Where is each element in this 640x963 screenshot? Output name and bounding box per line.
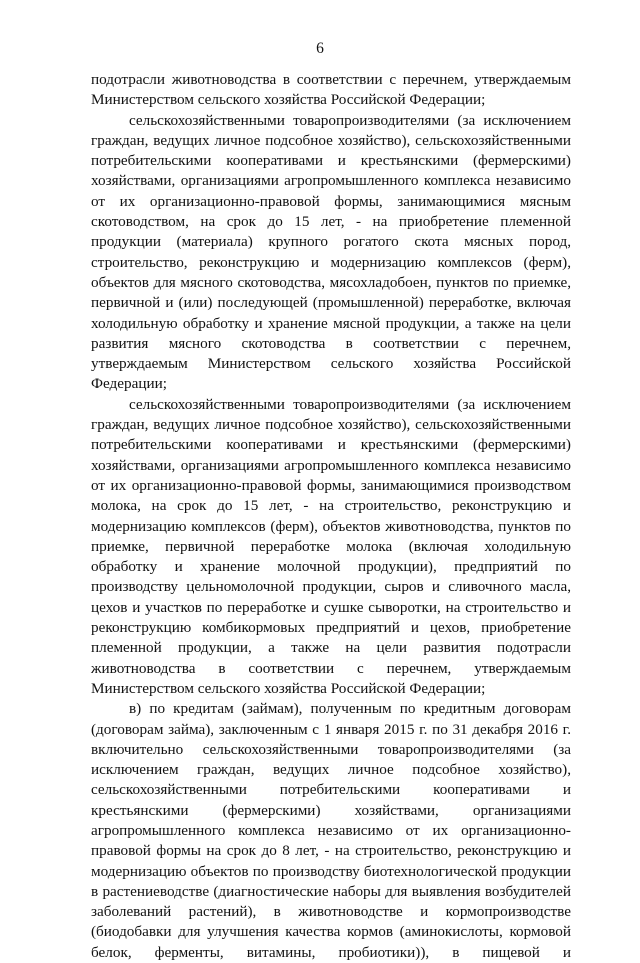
paragraph-dairy: сельскохозяйственными товаропроизводителями (за исключением граждан, ведущих личное подсобное хозяйство), сельскохозяйственными потребительскими кооперативами и крестьянскими (фермерскими) хозяйствами, организациями агропромышленного комплекса независимо от их организационно-правовой формы, занимающимися производством молока, на срок до 15 лет, - на строительство, реконструкцию и модернизацию комплексов (ферм), объектов животноводства, пунктов по приемке, первичной переработке молока (включая холодильную обработку и хранение молочной продукции), предприятий по производству цельномолочной продукции, сыров и сливочного масла, цехов и участков по переработке и сушке сыворотки, на строительство и реконструкцию комбикормовых предприятий и цехов, приобретение племенной продукции, а также на цели развития подотрасли животноводства в соответствии с перечнем, утверждаемым Министерством сельского хозяйства Российской Федерации; [91,395,571,697]
paragraph-continuation: подотрасли животноводства в соответствии с перечнем, утверждаемым Министерством сельского хозяйства Российской Федерации; [91,71,571,109]
paragraph-meat-cattle: сельскохозяйственными товаропроизводителями (за исключением граждан, ведущих личное подсобное хозяйство), сельскохозяйственными потребительскими кооперативами и крестьянскими (фермерскими) хозяйствами, организациями агропромышленного комплекса независимо от их организационно-правовой формы, занимающимися мясным скотоводством, на срок до 15 лет, - на приобретение племенной продукции (материала) крупного рогатого скота мясных пород, строительство, реконструкцию и модернизацию комплексов (ферм), объектов для мясного скотоводства, мясохладобоен, пунктов по приемке, первичной и (или) последующей (промышленной) переработке, включая холодильную обработку и хранение мясной продукции, а также на цели развития мясного скотоводства в соответствии с перечнем, утверждаемым Министерством сельского хозяйства Российской Федерации; [91,111,571,393]
document-body [91,70,571,963]
paragraph-item-v: в) по кредитам (займам), полученным по кредитным договорам (договорам займа), заключенным с 1 января 2015 г. по 31 декабря 2016 г. включительно сельскохозяйственными товаропроизводителями (за исключением граждан, ведущих личное подсобное хозяйство), сельскохозяйственными потребительскими кооперативами и крестьянскими (фермерскими) хозяйствами, организациями агропромышленного комплекса независимо от их организационно-правовой формы на срок до 8 лет, - на строительство, реконструкцию и модернизацию объектов по производству биотехнологической продукции в растениеводстве (диагностические наборы для выявления возбудителей заболеваний растений), в животноводстве и кормопроизводстве (биодобавки для улучшения качества кормов (аминокислоты, кормовой белок, ферменты, витамины, пробиотики)), в пищевой и [91,700,571,961]
page-number: 6 [316,40,324,57]
